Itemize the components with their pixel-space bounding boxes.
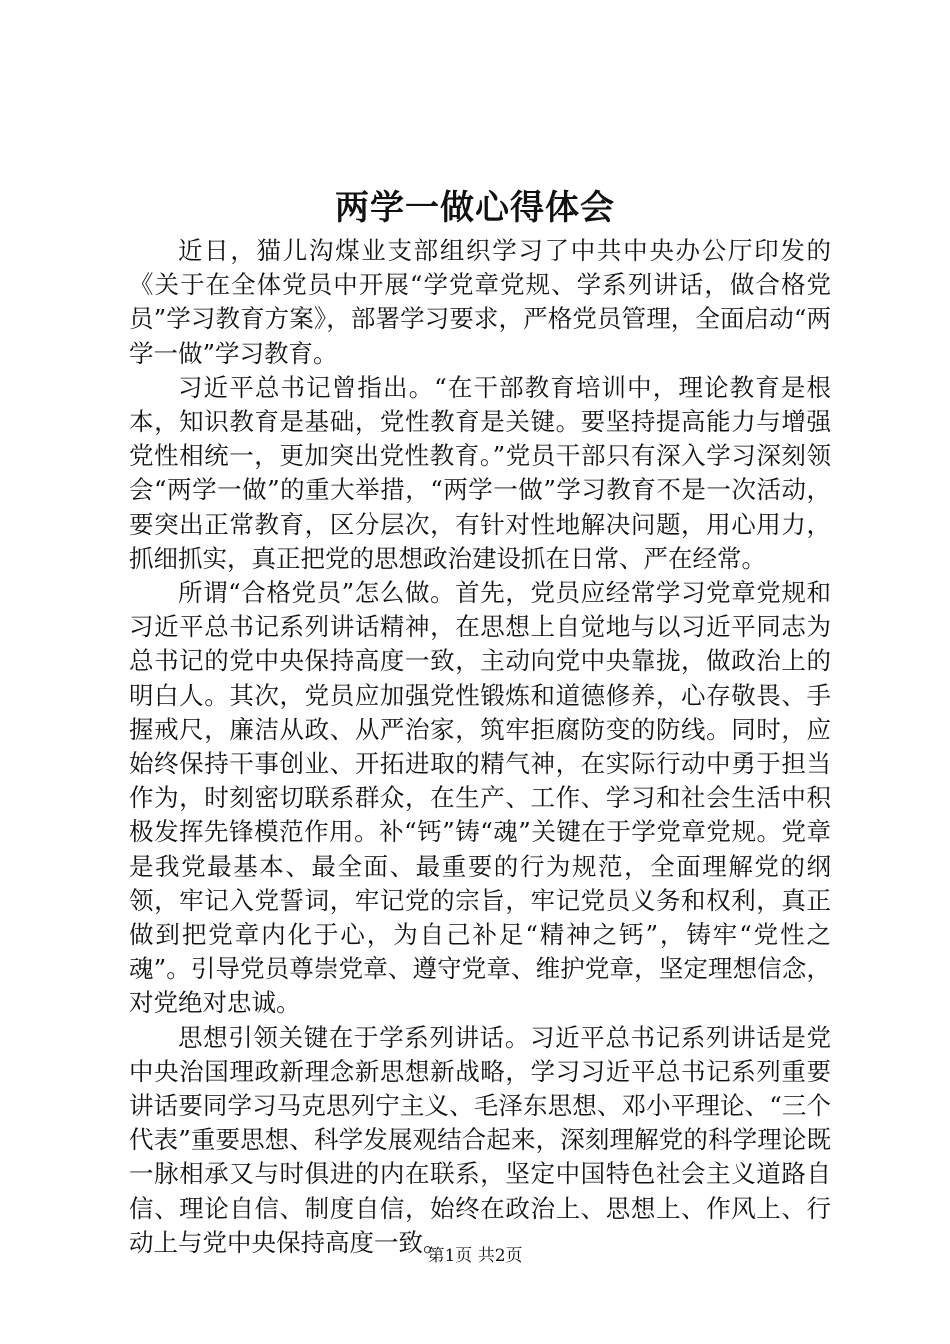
document-body xyxy=(129,234,831,1260)
paragraph: 所谓“合格党员”怎么做。首先，党员应经常学习党章党规和习近平总书记系列讲话精神，在思想上自觉地与以习近平同志为总书记的党中央保持高度一致，主动向党中央靠拢，做政治上的明白人。其次，党员应加强党性锻炼和道德修养，心存敬畏、手握戒尺，廉洁从政、从严治家，筑牢拒腐防变的防线。同时，应始终保持干事创业、开拓进取的精气神，在实际行动中勇于担当作为，时刻密切联系群众，在生产、工作、学习和社会生活中积极发挥先锋模范作用。补“钙”铸“魂”关键在于学党章党规。党章是我党最基本、最全面、最重要的行为规范，全面理解党的纲领，牢记入党誓词，牢记党的宗旨，牢记党员义务和权利，真正做到把党章内化于心，为自己补足“精神之钙”，铸牢“党性之魂”。引导党员尊崇党章、遵守党章、维护党章，坚定理想信念，对党绝对忠诚。 xyxy=(129,578,831,1018)
page-number-footer: 第1页 共2页 xyxy=(427,1246,523,1266)
paragraph: 习近平总书记曾指出。“在干部教育培训中，理论教育是根本，知识教育是基础，党性教育是关键。要坚持提高能力与增强党性相统一，更加突出党性教育。”党员干部只有深入学习深刻领会“两学一做”的重大举措，“两学一做”学习教育不是一次活动，要突出正常教育，区分层次，有针对性地解决问题，用心用力，抓细抓实，真正把党的思想政治建设抓在日常、严在经常。 xyxy=(129,372,831,573)
paragraph: 近日，猫儿沟煤业支部组织学习了中共中央办公厅印发的《关于在全体党员中开展“学党章党规、学系列讲话，做合格党员”学习教育方案》，部署学习要求，严格党员管理，全面启动“两学一做”学习教育。 xyxy=(129,236,831,368)
paragraph: 思想引领关键在于学系列讲话。习近平总书记系列讲话是党中央治国理政新理念新思想新战略，学习习近平总书记系列重要讲话要同学习马克思列宁主义、毛泽东思想、邓小平理论、“三个代表”重要思想、科学发展观结合起来，深刻理解党的科学理论既一脉相承又与时俱进的内在联系，坚定中国特色社会主义道路自信、理论自信、制度自信，始终在政治上、思想上、作风上、行动上与党中央保持高度一致。 xyxy=(129,1022,831,1257)
document-title: 两学一做心得体会 xyxy=(335,188,615,228)
